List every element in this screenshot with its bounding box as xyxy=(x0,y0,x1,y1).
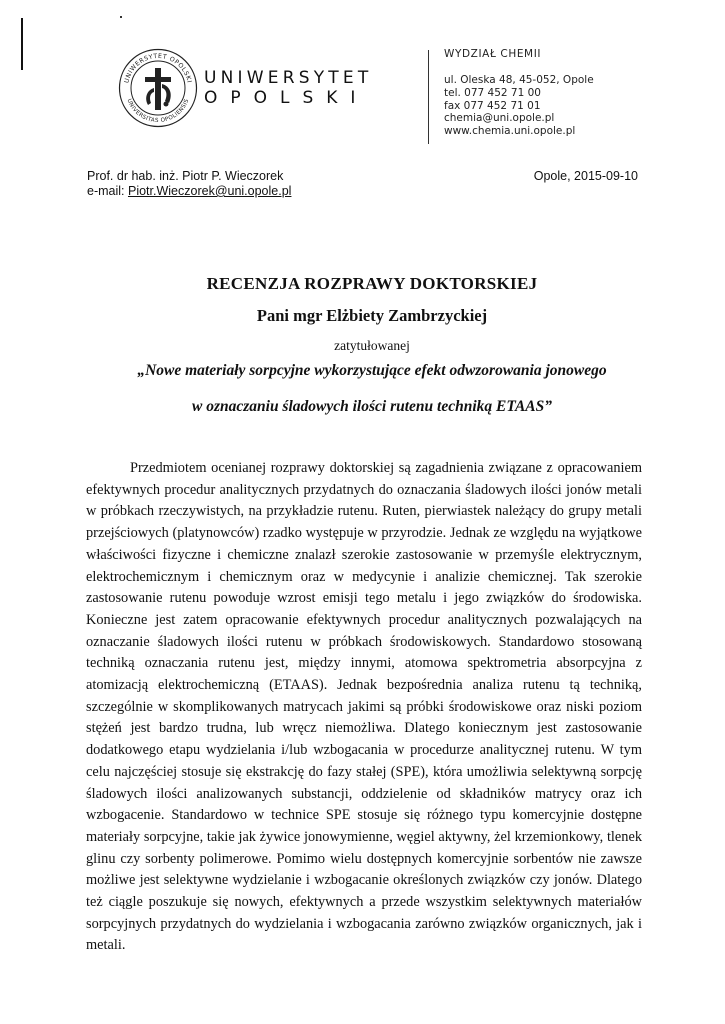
thesis-title-line1: „Nowe materiały sorpcyjne wykorzystujące efekt odwzorowania jonowego xyxy=(137,362,607,379)
author-email-line xyxy=(87,184,291,199)
scan-margin-mark xyxy=(21,18,23,70)
thesis-title-line2: w oznaczaniu śladowych ilości rutenu techniką ETAAS” xyxy=(191,398,553,415)
titled-label: zatytułowanej xyxy=(334,338,410,353)
document-date: Opole, 2015-09-10 xyxy=(533,169,638,183)
university-name-line1: UNIWERSYTET xyxy=(204,68,373,88)
university-name-line2: OPOLSKI xyxy=(204,88,369,108)
author-block xyxy=(87,169,291,199)
department-contact xyxy=(444,48,594,138)
department-name: WYDZIAŁ CHEMII xyxy=(444,48,542,60)
candidate-name: Pani mgr Elżbiety Zambrzyckiej xyxy=(256,306,488,325)
seal-text-bottom: UNIVERSITAS OPOLIENSIS xyxy=(125,98,191,125)
university-name xyxy=(204,68,372,108)
seal-text-top: UNIWERSYTET OPOLSKI xyxy=(123,52,193,84)
department-email: chemia@uni.opole.pl xyxy=(444,112,555,125)
review-heading: RECENZJA ROZPRAWY DOKTORSKIEJ xyxy=(206,274,538,293)
review-paragraph-text: Przedmiotem ocenianej rozprawy doktorskiej są zagadnienia związane z opracowaniem efektywnych procedur analitycznych przydatnych do oznaczania śladowych ilości jonów metali w próbkach rzeczywistych, na przykładzie rutenu. Ruten, pierwiastek należący do grupy metali przejściowych (platynowców) rzadko występuje w przyrodzie. Jednak ze względu na wyjątkowe właściwości fizyczne i chemiczne znalazł szerokie zastosowanie w przemyśle elektrycznym, elektrochemicznym i chemicznym oraz w medycynie i analizie chemicznej. Tak szerokie zastosowanie rutenu powoduje wzrost emisji tego metalu i jego związków do środowiska. Konieczne jest zatem opracowanie efektywnych procedur analitycznych pozwalających na oznaczanie śladowych ilości rutenu w próbkach środowiskowych. Standardowo stosowaną techniką oznaczania rutenu jest, między innymi, atomowa spektrometria absorpcyjna z atomizacją elektrochemiczną (ETAAS). Jednak bezpośrednia analiza rutenu tą techniką, szczególnie w skomplikowanych matrycach jakimi są próbki środowiskowe oraz niski poziom stężeń jest bardzo trudna, lub wręcz niemożliwa. Dlatego koniecznym jest zastosowanie dodatkowego etapu wydzielania i/lub wzbogacania w procedurze analitycznej rutenu. W tym celu najczęściej stosuje się ekstrakcję do fazy stałej (SPE), która umożliwia selektywną sorpcję śladowych ilości analizowanych substancji, oddzielenie od składników matrycy oraz ich wzbogacenie. Standardowo w technice SPE stosuje się różnego typu komercyjnie dostępne materiały sorpcyjne, takie jak żywice jonowymienne, węgiel aktywny, żel krzemionkowy, tlenek glinu czy sorbenty polimerowe. Pomimo wielu dostępnych komercyjnie sorbentów nie zawsze możliwe jest selektywne wydzielanie i wzbogacanie określonych związków czy jonów. Dlatego też ciągle poszukuje się nowych, efektywnych a przede wszystkim selektywnych materiałów sorpcyjnych przydatnych do wydzielania i wzbogacania zarówno związków organicznych, jak i metali. xyxy=(86,460,642,954)
department-website: www.chemia.uni.opole.pl xyxy=(444,125,576,138)
author-email-link[interactable]: Piotr.Wieczorek@uni.opole.pl xyxy=(127,184,292,198)
review-paragraph xyxy=(86,458,642,957)
author-email-label: e-mail: xyxy=(87,184,128,198)
author-name: Prof. dr hab. inż. Piotr P. Wieczorek xyxy=(87,169,284,183)
department-fax: fax 077 452 71 01 xyxy=(444,99,541,112)
department-address: ul. Oleska 48, 45-052, Opole xyxy=(444,74,594,86)
header-divider xyxy=(428,50,429,144)
university-seal-icon xyxy=(118,48,198,128)
department-phone: tel. 077 452 71 00 xyxy=(444,86,541,99)
scan-dot xyxy=(120,16,122,18)
